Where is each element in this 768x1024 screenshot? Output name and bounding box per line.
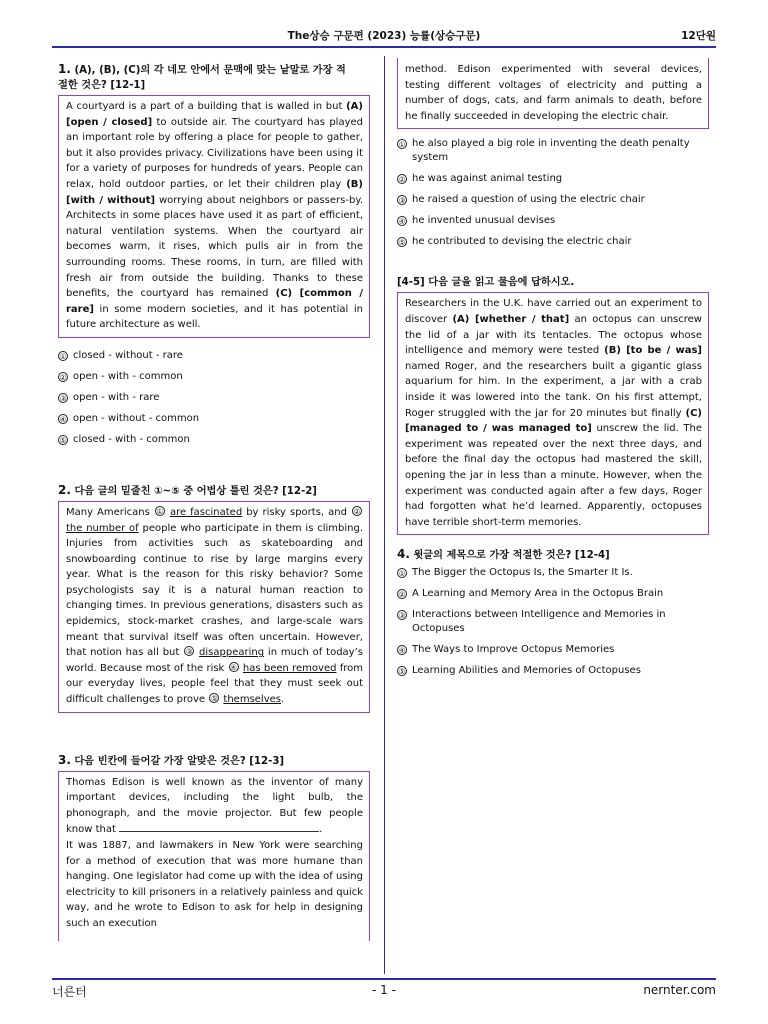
q1-passage xyxy=(66,99,363,333)
q2-underline-4: has been removed xyxy=(242,662,337,674)
q4-option-3[interactable] xyxy=(397,608,709,636)
q1-option-2[interactable] xyxy=(58,370,370,384)
q3-passage-continued xyxy=(397,58,709,129)
q4-option-5[interactable] xyxy=(397,664,709,678)
q3-passage-1 xyxy=(66,775,363,838)
q3-passage-3: method. Edison experimented with several devices, testing different voltages of electricity and putting a number of dogs, cats, and farm animals to death, before he finally succeeded in developing the electric chair. xyxy=(405,64,702,122)
q1-text-3: worrying about neighbors or passers-by. Architects in some places have used it as part of efficient, natural ventilation systems. When the courtyard air becomes warm, it rises, which pulls air in from the surrounding rooms. These rooms, in turn, are filled with fresh air from outside the building. Thanks to these benefits, the courtyard has remained xyxy=(66,194,363,300)
q45-choice-b: (B) [to be / was] xyxy=(604,345,702,357)
q2-underline-2: the number of xyxy=(66,522,139,534)
question-4 xyxy=(397,547,709,678)
q1-question-line2: 절한 것은? [12-1] xyxy=(58,80,146,91)
left-column xyxy=(58,62,370,941)
q4-heading xyxy=(397,547,709,563)
option-number-icon: ② xyxy=(59,372,67,382)
option-number-icon: ① xyxy=(398,569,406,579)
q3-option-2[interactable] xyxy=(397,172,709,186)
q3-text-1: Thomas Edison is well known as the inventor of many important devices, including the light bulb, the phonograph, and the movie projector. But few people know that xyxy=(66,776,363,836)
q3-option-3-text: he raised a question of using the electric chair xyxy=(412,194,645,206)
q2-number: 2. xyxy=(58,482,71,497)
q1-passage-box xyxy=(58,95,370,338)
q4-option-4[interactable] xyxy=(397,643,709,657)
q1-text-2: to outside air. The courtyard has played an important role by offering a place for people to gather, but it also provides privacy. Civilizations have been using it for a variety of purposes for hundreds of years. People can relax, hold outdoor parties, or let their children play xyxy=(66,116,363,190)
page-number: - 1 - xyxy=(372,983,396,997)
q3-option-5[interactable] xyxy=(397,235,709,249)
q1-text-4: in some modern societies, and it has potential in future architecture as well. xyxy=(66,303,363,331)
q3-question: 다음 빈칸에 들어갈 가장 알맞은 것은? [12-3] xyxy=(74,755,285,767)
footer-site-link[interactable]: nernter.com xyxy=(643,983,716,997)
header-divider xyxy=(52,46,716,48)
page-header xyxy=(52,24,716,44)
q45-choice-a: (A) [whether / that] xyxy=(452,313,570,325)
q1-option-4[interactable] xyxy=(58,412,370,426)
q45-passage-box xyxy=(397,292,709,535)
option-number-icon: ⑤ xyxy=(59,435,67,445)
q3-number: 3. xyxy=(58,752,71,767)
q1-options xyxy=(58,349,370,447)
q2-underline-1: are fascinated xyxy=(169,506,243,518)
option-number-icon: ⑤ xyxy=(398,667,406,677)
column-divider xyxy=(384,56,385,974)
option-number-icon: ② xyxy=(398,175,406,185)
q3-option-4[interactable] xyxy=(397,214,709,228)
q1-choice-b: (B) [with / without] xyxy=(66,178,363,206)
q45-passage xyxy=(405,296,702,530)
marker-1-icon: ① xyxy=(156,506,164,516)
question-1 xyxy=(58,62,370,447)
q1-choice-c: (C) [common / rare] xyxy=(66,288,363,315)
option-number-icon: ④ xyxy=(59,414,67,424)
q2-question: 다음 글의 밑줄친 ①~⑤ 중 어법상 틀린 것은? [12-2] xyxy=(74,485,317,497)
q4-option-4-text: The Ways to Improve Octopus Memories xyxy=(412,644,615,656)
q4-number: 4. xyxy=(397,547,410,562)
footer-brand: 너른터 xyxy=(52,985,87,999)
option-number-icon: ④ xyxy=(398,217,406,227)
q4-option-3-text: Interactions between Intelligence and Memories in Octopuses xyxy=(412,609,666,635)
marker-3-icon: ③ xyxy=(185,647,193,657)
q2-heading xyxy=(58,483,370,499)
q3-heading xyxy=(58,753,370,769)
q2-underline-5: themselves xyxy=(223,694,281,706)
q3-option-3[interactable] xyxy=(397,193,709,207)
q3-option-1-text: he also played a big role in inventing the death penalty system xyxy=(412,138,690,164)
q4-options xyxy=(397,566,709,678)
q2-underline-3: disappearing xyxy=(199,647,265,659)
q1-option-1-text: closed - without - rare xyxy=(73,349,183,361)
q1-option-5[interactable] xyxy=(58,433,370,447)
q45-text-3: named Roger, and the researchers built a gigantic glass aquarium for him. In the experiment, a jar with a crab inside it was lowered into the tank. On his first attempt, Roger struggled with the jar for 20 minutes but finally xyxy=(405,360,702,419)
q1-option-4-text: open - without - common xyxy=(73,412,200,424)
option-number-icon: ⑤ xyxy=(398,238,406,248)
q3-option-1[interactable] xyxy=(397,137,709,165)
q2-text-4: in much of today’s world. Because most of the risk xyxy=(66,647,363,674)
q2-passage xyxy=(66,505,363,708)
q45-text-2: an octopus can unscrew the lid of a jar with its tentacles. The octopus whose intelligence and memory were tested xyxy=(405,313,702,357)
question-4-5-set xyxy=(397,275,709,535)
option-number-icon: ① xyxy=(398,140,406,150)
option-number-icon: ③ xyxy=(398,196,406,206)
marker-2-icon: ② xyxy=(353,506,361,516)
q2-passage-box xyxy=(58,501,370,713)
q2-text-5: from our everyday lives, people feel that they must seek out difficult challenges to prove xyxy=(66,662,363,706)
answer-blank xyxy=(119,821,319,832)
right-column xyxy=(397,56,709,678)
q4-option-2[interactable] xyxy=(397,587,709,601)
q45-choice-c: (C) [managed to / was managed to] xyxy=(405,407,702,435)
marker-5-icon: ⑤ xyxy=(210,694,218,704)
q3-option-4-text: he invented unusual devises xyxy=(412,215,556,227)
q4-question: 윗글의 제목으로 가장 적절한 것은? [12-4] xyxy=(413,550,610,562)
option-number-icon: ④ xyxy=(398,646,406,656)
q2-text-2: by risky sports, and xyxy=(242,506,351,518)
q3-text-1-end: . xyxy=(319,824,323,836)
q1-number: 1. xyxy=(58,62,71,76)
option-number-icon: ② xyxy=(398,590,406,600)
question-3 xyxy=(58,753,370,941)
q4-option-1[interactable] xyxy=(397,566,709,580)
q1-question-line1: (A), (B), (C)의 각 네모 안에서 문맥에 맞는 낱말로 가장 적 xyxy=(74,65,346,76)
q2-text-3: people who participate in them is climbing. Injuries from activities such as skateboarding and snowboarding continue to rise by large margins every year. What is the reason for this risky behavior? Some psychologists say it is a natural human reaction to changing times. In previous generations, disasters such as epidemics, stock-market crashes, and large-scale wars meant that survival itself was often uncertain. However, that notion has all but xyxy=(66,522,363,659)
q45-heading: [4-5] 다음 글을 읽고 물음에 답하시오. xyxy=(397,277,575,289)
q3-options xyxy=(397,137,709,249)
option-number-icon: ① xyxy=(59,351,67,361)
q45-text-1: Researchers in the U.K. have carried out an experiment to discover xyxy=(405,298,702,325)
footer-divider xyxy=(52,978,716,980)
q1-option-3-text: open - with - rare xyxy=(73,391,160,403)
option-number-icon: ③ xyxy=(59,393,67,403)
q1-option-1[interactable] xyxy=(58,349,370,363)
q1-heading xyxy=(58,62,370,93)
q1-option-2-text: open - with - common xyxy=(73,370,183,382)
q45-text-4: unscrew the lid. The experiment was repeated over the next three days, and before the final day the octopus had mastered the skill, opening the jar in less than a minute. However, when the experiment was conducted again after a few days, Roger had forgotten what he’d learned. Apparently, octopuses have terrible short-term memories. xyxy=(405,423,702,528)
q1-text-1: A courtyard is a part of a building that is walled in but xyxy=(66,101,347,112)
q4-option-5-text: Learning Abilities and Memories of Octopuses xyxy=(412,665,641,677)
q2-text-6: . xyxy=(281,694,285,706)
header-title: The상승 구문편 (2023) 능률(상승구문) xyxy=(287,30,481,42)
marker-4-icon: ④ xyxy=(230,662,237,672)
q1-choice-a: (A) [open / closed] xyxy=(66,101,363,128)
q2-text-1: Many Americans xyxy=(66,506,154,518)
q1-option-5-text: closed - with - common xyxy=(73,433,190,445)
q3-option-5-text: he contributed to devising the electric chair xyxy=(412,236,632,248)
q3-option-2-text: he was against animal testing xyxy=(412,173,563,185)
q4-option-1-text: The Bigger the Octopus Is, the Smarter It Is. xyxy=(412,567,633,579)
question-2 xyxy=(58,483,370,713)
q3-passage-box xyxy=(58,771,370,941)
q3-passage-2: It was 1887, and lawmakers in New York were searching for a method of execution that was more humane than hanging. One legislator had come up with the idea of using electricity to kill prisoners in a relatively painless and quick way, and he wrote to Edison to ask for help in designing such an execution xyxy=(66,840,363,929)
q4-option-2-text: A Learning and Memory Area in the Octopus Brain xyxy=(412,588,664,600)
q1-option-3[interactable] xyxy=(58,391,370,405)
header-unit: 12단원 xyxy=(681,30,716,42)
option-number-icon: ③ xyxy=(398,611,406,621)
